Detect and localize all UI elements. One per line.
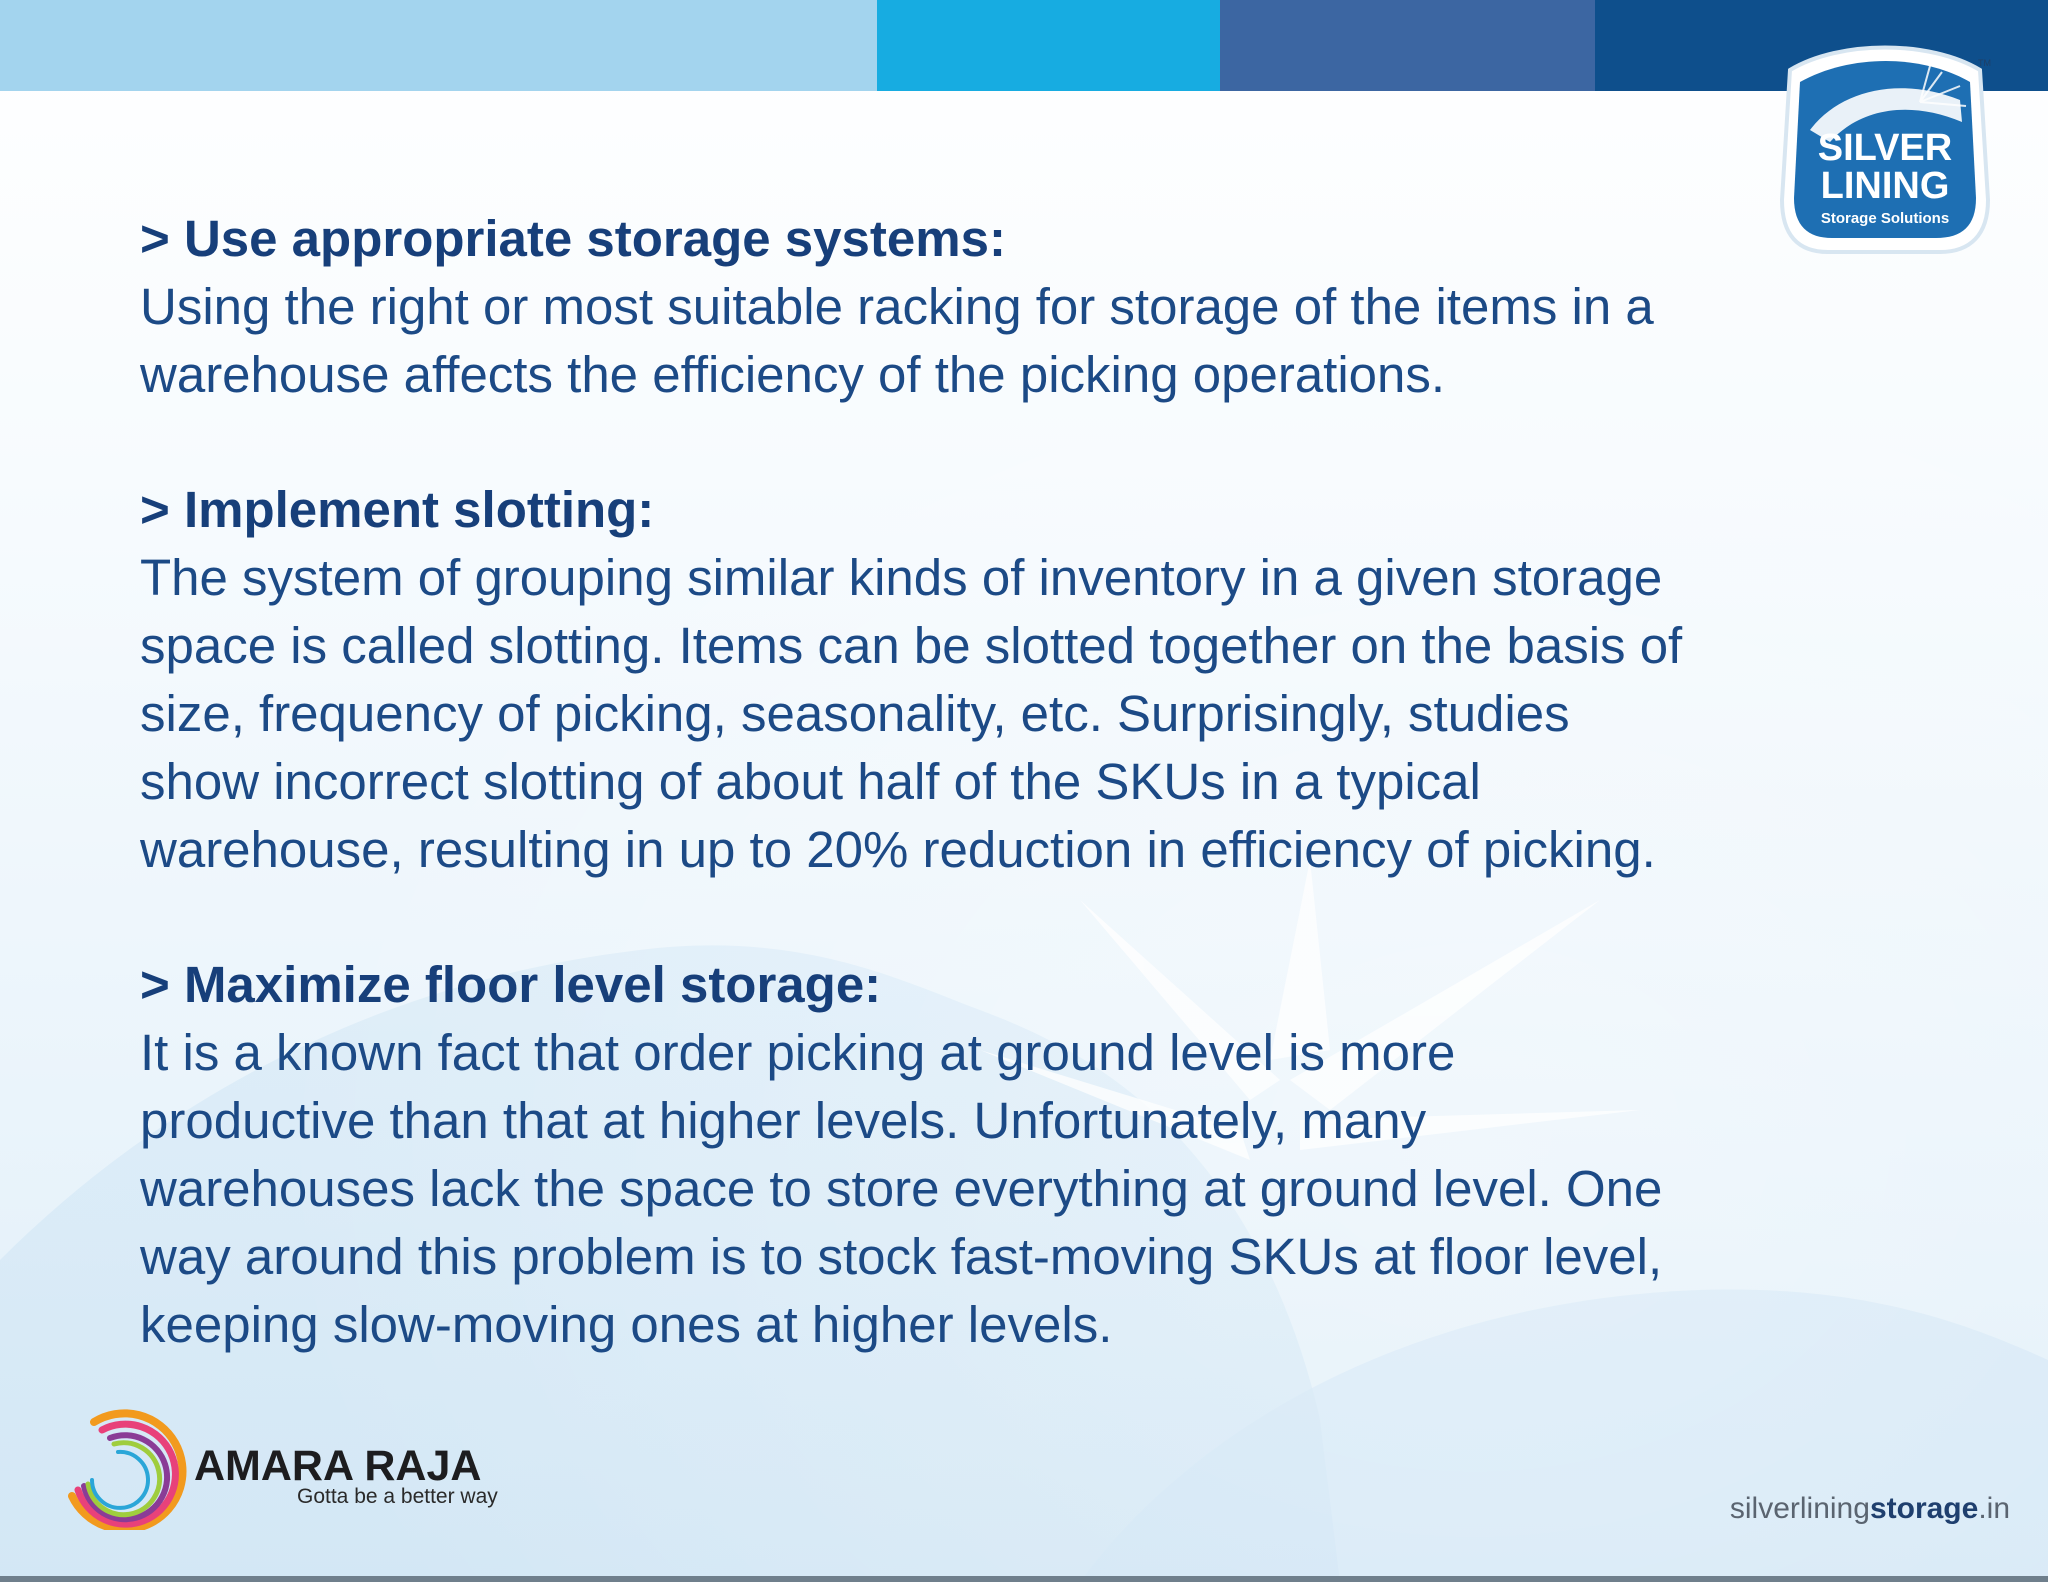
main-content — [140, 205, 1900, 1426]
section-floor-level — [140, 951, 1900, 1359]
section-storage-systems — [140, 205, 1900, 409]
section-heading: > Maximize floor level storage: — [140, 956, 882, 1013]
band-segment-mid-blue — [1220, 0, 1595, 91]
section-slotting — [140, 476, 1900, 884]
section-heading: > Use appropriate storage systems: — [140, 210, 1006, 267]
section-heading: > Implement slotting: — [140, 481, 655, 538]
section-body: Using the right or most suitable racking for storage of the items in a warehouse affects the efficiency of the picking operations. — [140, 278, 1654, 403]
amara-raja-tagline: Gotta be a better way — [297, 1485, 498, 1508]
band-segment-cyan — [877, 0, 1220, 91]
section-body: It is a known fact that order picking at ground level is more productive than that at higher levels. Unfortunately, many warehouses lack the space to store everything at ground level. One way around this problem is to stock fast-moving SKUs at floor level, keeping slow-moving ones at higher levels. — [140, 1024, 1663, 1353]
section-body: The system of grouping similar kinds of inventory in a given storage space is called slotting. Items can be slotted together on the basis of size, frequency of picking, seasonality, etc. Surprisingly, studies show incorrect slotting of about half of the SKUs in a typical warehouse, resulting in up to 20% reduction in efficiency of picking. — [140, 549, 1683, 878]
bottom-divider — [0, 1576, 2048, 1582]
top-color-band — [0, 0, 2048, 91]
amara-raja-brand-name: AMARA RAJA — [194, 1442, 482, 1490]
url-bold: storage — [1869, 1492, 1979, 1525]
url-prefix: silverlining — [1729, 1492, 1870, 1525]
logo-line2: LINING — [1820, 165, 1950, 207]
logo-line1: SILVER — [1817, 127, 1953, 169]
logo-tm: TM — [1978, 58, 1991, 68]
url-suffix: .in — [1978, 1492, 2010, 1525]
logo-tagline: Storage Solutions — [1820, 210, 1950, 227]
band-segment-light — [0, 0, 877, 91]
website-url[interactable] — [1730, 1492, 2010, 1526]
